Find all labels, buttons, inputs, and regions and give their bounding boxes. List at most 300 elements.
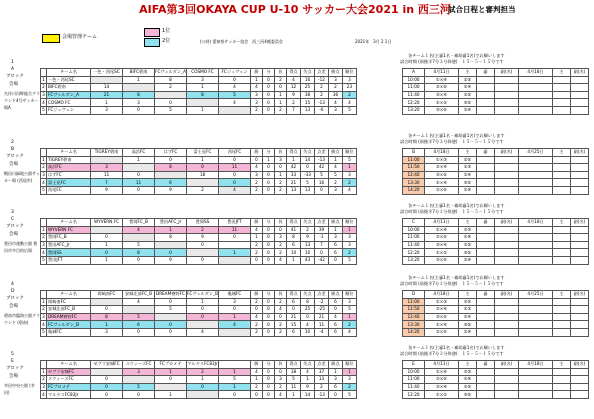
stat-cell: 4 (251, 84, 263, 92)
stat-cell: 4 (251, 313, 263, 321)
date2-empty (519, 241, 553, 249)
main2-empty (553, 249, 571, 257)
stat-header: 失点 (301, 361, 315, 369)
schedule-date: 4月11日 (425, 69, 459, 77)
schedule-row (403, 164, 589, 172)
referee-empty (477, 76, 495, 84)
sub-empty (495, 91, 519, 99)
table-row (41, 313, 357, 321)
schedule-title: 試合日程と審判担当 (448, 5, 516, 14)
schedule-block-letter: C (403, 219, 425, 227)
schedule-head-main-2: 主 (553, 291, 571, 299)
schedule-row (403, 106, 589, 114)
stat-cell: 1 (343, 226, 357, 234)
stat-cell: 0 (263, 313, 275, 321)
stat-cell: 1 (343, 313, 357, 321)
stat-header: 勝 (251, 69, 263, 77)
result-cell (91, 298, 123, 306)
schedule-head-main: 主 (459, 69, 477, 77)
stat-cell: 4 (275, 306, 287, 314)
referee-main: ②⑤ (459, 383, 477, 391)
stat-cell: 2 (329, 179, 343, 187)
result-cell (219, 106, 251, 114)
sub-empty (495, 298, 519, 306)
stat-cell: 0 (287, 306, 301, 314)
sub2-empty (571, 328, 589, 336)
team-column-header: チーム名 (47, 219, 91, 227)
match-pair: ①×③ (425, 298, 459, 306)
standings-table (40, 290, 357, 337)
stat-header: 負 (275, 291, 287, 299)
stat-cell: 0 (263, 186, 275, 194)
referee-main: ①④ (459, 234, 477, 242)
stat-header: 失点 (301, 219, 315, 227)
result-cell (123, 234, 155, 242)
stat-cell: 5 (301, 179, 315, 187)
result-cell: 1 (155, 391, 187, 399)
team-number: 1 (42, 76, 45, 82)
team-name: 高浜FC (47, 164, 91, 172)
team-name: FCヴェルダン_A (47, 91, 91, 99)
opponent-header: FCヴェルダン_B (187, 291, 218, 297)
result-cell: 8 (155, 76, 187, 84)
schedule-head-main-2: 主 (553, 149, 571, 157)
team-number: 3 (42, 313, 45, 319)
schedule-table (402, 68, 589, 115)
schedule-row (403, 368, 589, 376)
match-time: 12:20 (403, 99, 425, 107)
stat-cell: 5 (343, 106, 357, 114)
opponent-header: FCヴェルダン_A (155, 69, 186, 75)
team-number: 4 (42, 179, 45, 185)
stat-header: 負 (275, 361, 287, 369)
block-word: ブロック (6, 154, 24, 159)
date2-empty (519, 186, 553, 194)
stat-cell: 0 (263, 171, 275, 179)
match-time: 10:00 (403, 76, 425, 84)
opponent-header: 豊岡SS (187, 219, 219, 227)
team-number: 4 (42, 99, 45, 105)
result-cell: 0 (91, 306, 123, 314)
stat-cell: 4 (251, 164, 263, 172)
referee-empty (477, 186, 495, 194)
stat-cell: 6 (287, 328, 301, 336)
schedule-head-ref: 審 (477, 149, 495, 157)
result-cell: 0 (155, 298, 187, 306)
referee-main: ②③ (459, 226, 477, 234)
date2-empty (519, 391, 553, 399)
stat-header: 順位 (343, 149, 357, 157)
match-time: 11:00 (403, 234, 425, 242)
opponent-header: ゼブラ安城FC (91, 361, 123, 369)
result-cell: 0 (155, 99, 187, 107)
match-pair: ②×⑤ (425, 186, 459, 194)
main2-empty (553, 328, 571, 336)
stat-header: 順位 (343, 361, 357, 369)
team-number: 2 (42, 306, 45, 312)
result-cell: 1 (187, 298, 219, 306)
stat-cell: 2 (329, 84, 343, 92)
main2-empty (553, 306, 571, 314)
result-cell: 1 (219, 368, 251, 376)
stat-header: 点差 (315, 361, 329, 369)
referee-main: ①④ (459, 84, 477, 92)
legend-swatch-second (144, 38, 160, 47)
schedule-table (402, 218, 589, 265)
team-name: 豊岡FC_B (47, 234, 91, 242)
sub-empty (495, 256, 519, 264)
sub-empty (495, 171, 519, 179)
stat-cell: 2 (275, 249, 287, 257)
result-cell: 11 (219, 164, 251, 172)
stat-header: 分 (263, 149, 275, 157)
stat-cell: 0 (301, 164, 315, 172)
match-time: 11:00 (403, 156, 425, 164)
sub-empty (495, 179, 519, 187)
sub2-empty (571, 256, 589, 264)
date-label: 2021年 3月 2 1日 (355, 39, 392, 44)
schedule-row (403, 91, 589, 99)
stat-cell: 11 (287, 383, 301, 391)
referee-main: ②③ (459, 76, 477, 84)
stat-cell: 39 (315, 226, 329, 234)
table-row (41, 249, 357, 257)
match-pair: ①×② (425, 249, 459, 257)
match-pair: ③×④ (425, 383, 459, 391)
date2-empty (519, 76, 553, 84)
stat-cell: 3 (343, 298, 357, 306)
match-pair: ②×⑤ (425, 376, 459, 384)
team-number: 2 (42, 234, 45, 240)
stat-cell: 8 (287, 234, 301, 242)
team-number: 3 (42, 383, 45, 389)
sub2-empty (571, 84, 589, 92)
opponent-header: TIGREY碧南 (91, 149, 123, 157)
team-name: スウィーズFC (47, 376, 91, 384)
venue-note: 幸田中央公園 (幸田) (4, 383, 35, 395)
stat-cell: 0 (263, 368, 275, 376)
main2-empty (553, 164, 571, 172)
team-name: WYVERN FC (47, 226, 91, 234)
table-row (41, 376, 357, 384)
stat-cell: 5 (315, 171, 329, 179)
stat-cell: 0 (263, 391, 275, 399)
opponent-header: はずFC (155, 149, 187, 157)
stat-cell: 38 (287, 368, 301, 376)
schedule-head-sub-2: 副(名) (571, 291, 589, 299)
stat-cell: 4 (251, 368, 263, 376)
result-cell: 3 (123, 99, 155, 107)
venue-label: 会場 (9, 232, 18, 237)
opponent-header: 亀城FC (219, 291, 251, 299)
stat-cell: 2 (251, 328, 263, 336)
team-name: 豊田JFT (47, 256, 91, 264)
stat-cell: 4 (251, 226, 263, 234)
result-cell (91, 156, 123, 164)
result-cell: 3 (219, 298, 251, 306)
stat-cell: 0 (263, 84, 275, 92)
match-time: 11:40 (403, 91, 425, 99)
stat-cell: 15 (287, 321, 301, 329)
result-cell: 4 (123, 298, 155, 306)
referee-empty (477, 298, 495, 306)
stat-cell: 6 (329, 241, 343, 249)
sub2-empty (571, 186, 589, 194)
schedule-row (403, 313, 589, 321)
stat-cell: 0 (263, 328, 275, 336)
legend-label-second: 2位 (162, 38, 171, 44)
stat-cell: 2 (251, 321, 263, 329)
sub-empty (495, 368, 519, 376)
result-cell (91, 226, 123, 234)
match-time: 12:40 (403, 171, 425, 179)
stat-cell: 0 (301, 313, 315, 321)
opponent-header: 豊岡FC_B (123, 219, 155, 227)
stat-cell: 14 (301, 156, 315, 164)
sub2-empty (571, 298, 589, 306)
stat-cell: -1 (315, 234, 329, 242)
schedule-row (403, 256, 589, 264)
team-name: 西尾FC (47, 186, 91, 194)
stat-cell: 2 (275, 76, 287, 84)
date2-empty (519, 368, 553, 376)
stat-cell: 4 (301, 321, 315, 329)
result-cell (187, 99, 219, 107)
result-cell: 0 (219, 234, 251, 242)
date2-empty (519, 249, 553, 257)
team-number: 4 (42, 391, 45, 397)
stat-cell: 4 (275, 256, 287, 264)
sub2-empty (571, 91, 589, 99)
main2-empty (553, 186, 571, 194)
date2-empty (519, 171, 553, 179)
referee-main: ①④ (459, 376, 477, 384)
referee-main: ③⑤ (459, 179, 477, 187)
result-cell (91, 368, 123, 376)
main2-empty (553, 91, 571, 99)
stat-cell: 1 (275, 91, 287, 99)
block-letter: B (11, 147, 15, 152)
stat-header: 得点 (287, 69, 301, 77)
stat-cell: 0 (263, 91, 275, 99)
opponent-header: 安城北部FC_B (123, 291, 155, 299)
referee-empty (477, 383, 495, 391)
stat-header: 分 (263, 361, 275, 369)
schedule-head-sub: 副(名) (495, 361, 519, 369)
result-cell: 0 (123, 391, 155, 399)
date2-empty (519, 156, 553, 164)
result-cell (123, 84, 155, 92)
team-number: 1 (42, 368, 45, 374)
sub-empty (495, 383, 519, 391)
result-cell: 1 (91, 321, 123, 329)
date2-empty (519, 298, 553, 306)
match-time: 11:40 (403, 241, 425, 249)
match-time: 11:50 (403, 164, 425, 172)
stat-cell: 3 (275, 376, 287, 384)
result-cell: 0 (123, 256, 155, 264)
match-time: 14:20 (403, 328, 425, 336)
stat-cell: 1 (329, 226, 343, 234)
block-e (0, 345, 594, 419)
stat-cell: 3 (329, 234, 343, 242)
block-word: ブロック (6, 366, 24, 371)
standings-table (40, 148, 357, 195)
schedule-head-ref: 審 (477, 219, 495, 227)
block-letter: A (11, 67, 15, 72)
stat-cell: 1 (301, 376, 315, 384)
opponent-header: FCプロメテ (155, 361, 187, 369)
stat-cell: 2 (251, 383, 263, 391)
result-cell: 4 (187, 328, 219, 336)
referee-main: ②⑤ (459, 298, 477, 306)
result-cell: 8 (187, 91, 219, 99)
result-cell (155, 241, 187, 249)
stat-cell: 0 (275, 313, 287, 321)
table-row (41, 298, 357, 306)
stat-cell: 3 (343, 241, 357, 249)
team-number: 4 (42, 249, 45, 255)
result-cell: 0 (155, 156, 187, 164)
stat-cell: 2 (275, 298, 287, 306)
result-cell: 5 (155, 306, 187, 314)
result-cell: 5 (219, 376, 251, 384)
stat-cell: 3 (343, 234, 357, 242)
stat-cell: 2 (343, 321, 357, 329)
stat-cell: 0 (251, 306, 263, 314)
result-cell: 0 (123, 328, 155, 336)
legend-swatch-host (42, 34, 60, 43)
venue-note: 豊田市運動公園 豊田市多目的広場 (4, 241, 38, 253)
stat-cell: 3 (275, 156, 287, 164)
sub-empty (495, 234, 519, 242)
schedule-row (403, 328, 589, 336)
sub2-empty (571, 226, 589, 234)
stat-cell: 42 (315, 164, 329, 172)
stat-cell: 2 (315, 84, 329, 92)
result-cell: 14 (91, 84, 123, 92)
referee-main: ②④ (459, 171, 477, 179)
match-time: 12:20 (403, 391, 425, 399)
opponent-header: DREAM寮野FC (156, 291, 185, 297)
match-time: 13:30 (403, 321, 425, 329)
result-cell: 0 (91, 376, 123, 384)
stat-cell: 2 (343, 383, 357, 391)
stat-cell: 5 (329, 171, 343, 179)
table-row (41, 171, 357, 179)
schedule-note-1: 各チーム１名(主審1名・補助審1名)でお願いします (408, 345, 505, 350)
match-time: 13:20 (403, 106, 425, 114)
result-cell: 0 (187, 256, 219, 264)
empty-header (219, 361, 251, 369)
schedule-block-letter: B (403, 149, 425, 157)
stat-cell: 0 (251, 256, 263, 264)
schedule-note-1: 各チーム１名(主審1名・補助審1名)でお願いします (408, 275, 505, 280)
date2-empty (519, 328, 553, 336)
stat-cell: 16 (315, 179, 329, 187)
main2-empty (553, 106, 571, 114)
schedule-block-letter: A (403, 69, 425, 77)
match-time: 13:30 (403, 179, 425, 187)
stat-cell: 0 (275, 368, 287, 376)
stat-cell: 4 (275, 391, 287, 399)
table-row (41, 321, 357, 329)
opponent-header: 高浜FC (123, 149, 155, 157)
schedule-date-2: 4月25日 (519, 149, 553, 157)
stat-cell: 2 (343, 249, 357, 257)
stat-header: 勝 (251, 149, 263, 157)
result-cell: 2 (155, 84, 187, 92)
result-cell: 5 (123, 241, 155, 249)
stat-cell: 9 (301, 383, 315, 391)
stat-header: 勝 (251, 361, 263, 369)
schedule-head-ref: 審 (477, 69, 495, 77)
match-time: 11:00 (403, 84, 425, 92)
team-number: 5 (42, 329, 45, 335)
match-time: 11:00 (403, 298, 425, 306)
result-cell: 0 (123, 106, 155, 114)
stat-cell: 5 (343, 391, 357, 399)
stat-cell: -12 (315, 76, 329, 84)
result-cell: 11 (91, 171, 123, 179)
result-cell: 0 (155, 328, 187, 336)
schedule-head-main: 主 (459, 361, 477, 369)
match-time: 14:20 (403, 186, 425, 194)
schedule-row (403, 99, 589, 107)
stat-cell: 2 (275, 383, 287, 391)
stat-cell: 4 (343, 99, 357, 107)
sub2-empty (571, 234, 589, 242)
result-cell: 0 (123, 186, 155, 194)
result-cell: 1 (91, 256, 123, 264)
referee-main: ③⑤ (459, 321, 477, 329)
sub-empty (495, 376, 519, 384)
referee-empty (477, 106, 495, 114)
referee-empty (477, 91, 495, 99)
result-cell (219, 256, 251, 264)
stat-cell: 3 (343, 76, 357, 84)
result-cell (219, 241, 251, 249)
opponent-header: FCジュヴェン (219, 69, 251, 77)
organizer: (公財) 愛知県サッカー協会 西三河4種委員会 (200, 39, 283, 44)
referee-empty (477, 171, 495, 179)
team-column-header: チーム名 (47, 361, 91, 369)
referee-empty (477, 328, 495, 336)
stat-cell: 36 (329, 91, 343, 99)
stat-cell: 0 (263, 99, 275, 107)
result-cell: 1 (91, 241, 123, 249)
venue-label: 会場 (9, 162, 18, 167)
schedule-row (403, 84, 589, 92)
schedule-date-2: 4月18日 (519, 69, 553, 77)
schedule-table (402, 290, 589, 337)
result-cell: 1 (91, 99, 123, 107)
main2-empty (553, 256, 571, 264)
result-cell: 0 (187, 306, 219, 314)
sub2-empty (571, 241, 589, 249)
match-pair: ①×④ (425, 368, 459, 376)
table-row (41, 186, 357, 194)
schedule-row (403, 241, 589, 249)
sub2-empty (571, 171, 589, 179)
schedule-head-sub: 副(名) (495, 69, 519, 77)
stat-cell: 0 (263, 249, 275, 257)
result-cell: 0 (219, 306, 251, 314)
result-cell: 1 (155, 368, 187, 376)
stat-cell: 41 (287, 226, 301, 234)
sub-empty (495, 99, 519, 107)
referee-empty (477, 376, 495, 384)
